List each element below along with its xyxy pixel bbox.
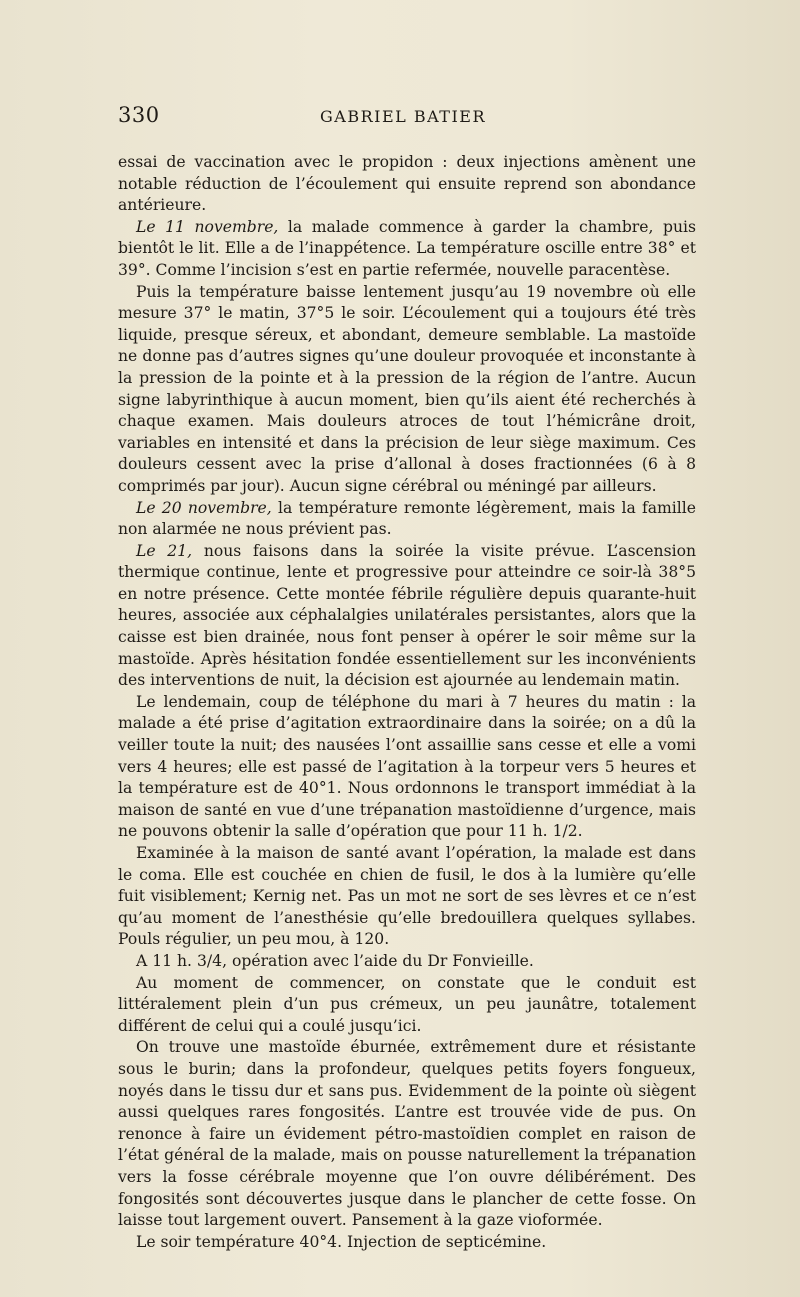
paragraph <box>118 692 696 843</box>
paragraph-text: Puis la température baisse lentement jusqu’au 19 novembre où elle mesure 37° le matin, 37°5 le soir. L’écoulement qui a toujours été très liquide, presque séreux, et abondant, demeure semblable. La mastoïde ne donne pas d’autres signes qu’une douleur provoquée et inconstante à la pression de la pointe et à la pression de la région de l’antre. Aucun signe labyrinthique à aucun moment, bien qu’ils aient été recherchés à chaque examen. Mais douleurs atroces de tout l’hémicrâne droit, variables en intensité et dans la précision de leur siège maximum. Ces douleurs cessent avec la prise d’allonal à doses fractionnées (6 à 8 comprimés par jour). Aucun signe cérébral ou méningé par ailleurs. <box>118 282 696 495</box>
paragraph-text: essai de vaccination avec le propidon : deux injections amènent une notable réduction de l’écoulement qui ensuite reprend son abondance antérieure. <box>118 153 696 215</box>
page-header <box>118 103 698 133</box>
paragraph <box>118 498 696 541</box>
paragraph-lead: Le 21, <box>136 541 193 560</box>
paragraph <box>118 951 696 973</box>
page-number: 330 <box>118 103 160 127</box>
paragraph-text: Le soir température 40°4. Injection de septicémine. <box>136 1232 547 1251</box>
paragraph <box>118 217 696 282</box>
paragraph-text: On trouve une mastoïde éburnée, extrêmement dure et résistante sous le burin; dans la profondeur, quelques petits foyers fongueux, noyés dans le tissu dur et sans pus. Evidemment de la pointe où siègent aussi quelques rares fongosités. L’antre est trouvée vide de pus. On renonce à faire un évidement pétro-mastoïdien complet en raison de l’état général de la malade, mais on pousse naturellement la trépanation vers la fosse cérébrale moyenne que l’on ouvre délibérément. Des fongosités sont découvertes jusque dans le plancher de cette fosse. On laisse tout largement ouvert. Pansement à la gaze vioformée. <box>118 1038 696 1230</box>
paragraph-text: la malade commence à garder la chambre, puis bientôt le lit. Elle a de l’inappétence. La température oscille entre 38° et 39°. Comme l’incision s’est en partie refermée, nouvelle paracentèse. <box>118 217 696 279</box>
paragraph <box>118 843 696 951</box>
body-text <box>118 152 696 1253</box>
paragraph-text: A 11 h. 3/4, opération avec l’aide du Dr Fonvieille. <box>136 951 534 970</box>
paragraph <box>118 282 696 498</box>
paragraph-text: la température remonte légèrement, mais la famille non alarmée ne nous prévient pas. <box>118 498 697 539</box>
paragraph-lead: Le 20 novembre, <box>136 498 272 517</box>
paragraph <box>118 973 696 1038</box>
running-title: GABRIEL BATIER <box>320 107 487 126</box>
paragraph-text: Le lendemain, coup de téléphone du mari à 7 heures du matin : la malade a été prise d’agitation extraordinaire dans la soirée; on a dû la veiller toute la nuit; des nausées l’ont assaillie sans cesse et elle a vomi vers 4 heures; elle est passé de l’agitation à la torpeur vers 5 heures et la température est de 40°1. Nous ordonnons le transport immédiat à la maison de santé en vue d’une trépanation mastoïdienne d’urgence, mais ne pouvons obtenir la salle d’opération que pour 11 h. 1/2. <box>118 692 696 841</box>
paragraph-lead: Le 11 novembre, <box>136 217 279 236</box>
paragraph <box>118 1232 696 1254</box>
paragraph <box>118 152 696 217</box>
paragraph-text: Examinée à la maison de santé avant l’opération, la malade est dans le coma. Elle est couchée en chien de fusil, le dos à la lumière qu’elle fuit visiblement; Kernig net. Pas un mot ne sort de ses lèvres et ce n’est qu’au moment de l’anesthésie qu’elle bredouillera quelques syllabes. Pouls régulier, un peu mou, à 120. <box>118 844 696 949</box>
paragraph-text: nous faisons dans la soirée la visite prévue. L’ascension thermique continue, lente et progressive pour atteindre ce soir-là 38°5 en notre présence. Cette montée fébrile régulière depuis quarante-huit heures, associée aux céphalalgies unilatérales persistantes, alors que la caisse est bien drainée, nous font penser à opérer le soir même sur la mastoïde. Après hésitation fondée essentiellement sur les inconvénients des interventions de nuit, la décision est ajournée au lendemain matin. <box>118 541 697 690</box>
paragraph <box>118 1037 696 1231</box>
paragraph <box>118 541 696 692</box>
paragraph-text: Au moment de commencer, on constate que le conduit est littéralement plein d’un pus crémeux, un peu jaunâtre, totalement différent de celui qui a coulé jusqu’ici. <box>118 973 696 1035</box>
